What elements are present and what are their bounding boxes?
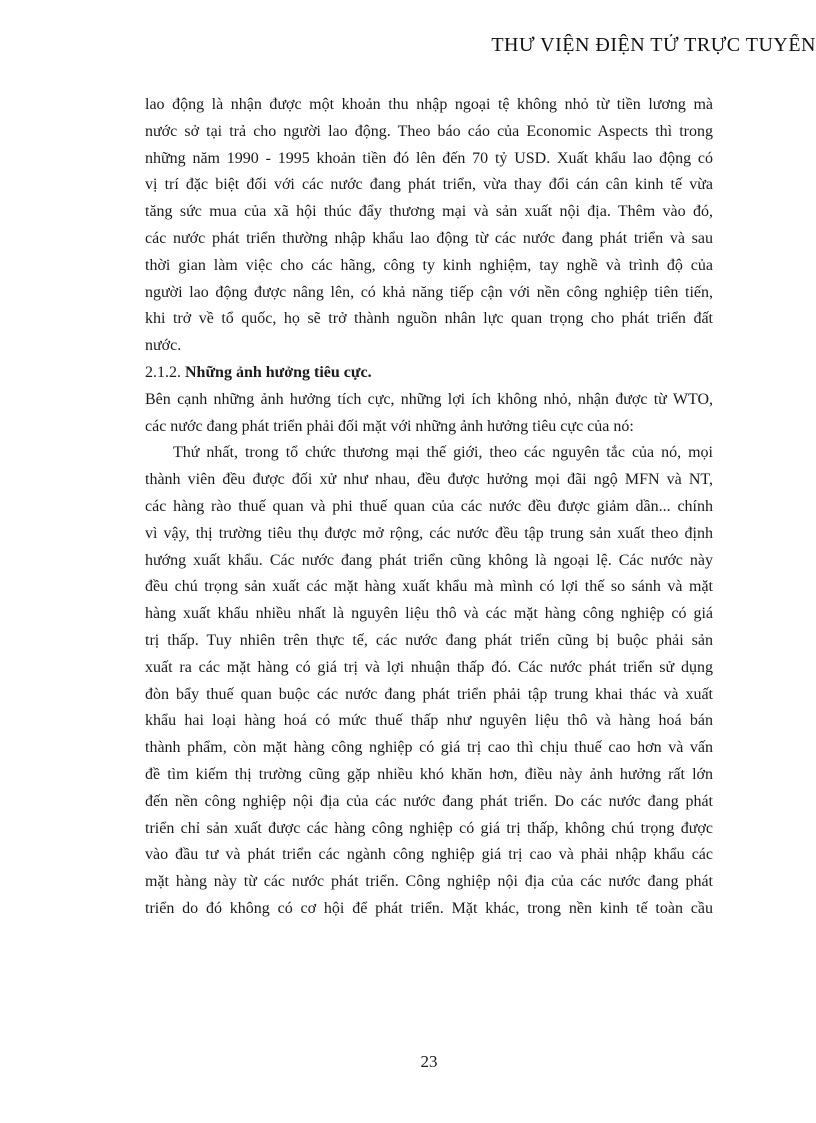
text-line: vào đầu tư và phát triển các ngành công nghiệp giá trị cao và phải nhập khẩu các	[145, 846, 713, 864]
text-line: vì vậy, thị trường tiêu thụ được mở rộng, các nước đều tập trung sản xuất theo định	[145, 524, 713, 542]
text-line: triển chỉ sản xuất được các hàng công nghiệp có giá trị thấp, không chú trọng được	[145, 819, 713, 837]
text-line: các nước phát triển thường nhập khẩu lao động từ các nước đang phát triển và sau	[145, 229, 713, 247]
text-line: các nước đang phát triển phải đối mặt với những ảnh hưởng tiêu cực của nó:	[145, 417, 634, 435]
section-heading	[145, 360, 713, 387]
paragraph-3	[145, 440, 713, 922]
section-title: Những ảnh hưởng tiêu cực.	[185, 363, 372, 381]
text-line: mặt hàng này từ các nước phát triển. Công nghiệp nội địa của các nước đang phát	[145, 873, 713, 891]
running-header: THƯ VIỆN ĐIỆN TỬ TRỰC TUYẾN	[491, 34, 816, 56]
text-line: khi trở về tổ quốc, họ sẽ trở thành nguồn nhân lực quan trọng cho phát triển đất	[145, 310, 713, 328]
text-line: vị trí đặc biệt đối với các nước đang phát triển, vừa thay đổi cán cân kinh tế vừa	[145, 176, 713, 194]
text-line: Thứ nhất, trong tổ chức thương mại thế giới, theo các nguyên tắc của nó, mọi	[173, 444, 713, 462]
text-line: nước.	[145, 337, 182, 355]
text-line: đề tìm kiếm thị trường cũng gặp nhiều khó khăn hơn, điều này ảnh hưởng rất lớn	[145, 765, 713, 783]
text-line: người lao động được nâng lên, có khả năng tiếp cận với nền công nghiệp tiên tiến,	[145, 283, 713, 301]
text-line: thành viên đều được đối xử như nhau, đều được hưởng mọi đãi ngộ MFN và NT,	[145, 471, 713, 489]
text-line: đến nền công nghiệp nội địa của các nước đang phát triển. Do các nước đang phát	[145, 792, 713, 810]
text-line: những năm 1990 - 1995 khoản tiền đó lên đến 70 tỷ USD. Xuất khẩu lao động có	[145, 149, 713, 167]
text-line: trị thấp. Tuy nhiên trên thực tế, các nước đang phát triển cũng bị buộc phải sản	[145, 631, 713, 649]
text-line: triển do đó không có cơ hội để phát triển. Mặt khác, trong nền kinh tế toàn cầu	[145, 899, 713, 917]
text-line: thời gian làm việc cho các hãng, công ty kinh nghiệm, tay nghề và trình độ của	[145, 256, 713, 274]
text-line: tăng sức mua của xã hội thúc đẩy thương mại và sản xuất nội địa. Thêm vào đó,	[145, 203, 713, 221]
text-line: lao động là nhận được một khoản thu nhập ngoại tệ không nhỏ từ tiền lương mà	[145, 96, 713, 113]
text-line: đều chú trọng sản xuất các mặt hàng xuất khẩu mà mình có lợi thế so sánh và mặt	[145, 578, 713, 596]
body-text	[145, 92, 713, 923]
paragraph-2	[145, 387, 713, 441]
text-line: xuất ra các mặt hàng có giá trị và lợi nhuận thấp đó. Các nước phát triển sử dụng	[145, 658, 713, 676]
text-line: khẩu hai loại hàng hoá có mức thuế thấp như nguyên liệu thô và hàng hoá bán	[145, 712, 713, 730]
text-line: nước sở tại trả cho người lao động. Theo báo cáo của Economic Aspects thì trong	[145, 122, 713, 140]
paragraph-1	[145, 92, 713, 360]
text-line: đòn bẩy thuế quan buộc các nước đang phát triển phải tập trung khai thác và xuất	[145, 685, 713, 703]
section-number: 2.1.2.	[145, 363, 181, 381]
text-line: các hàng rào thuế quan và phi thuế quan của các nước đều được giảm dần... chính	[145, 497, 713, 515]
page-number: 23	[420, 1052, 438, 1071]
text-line: Bên cạnh những ảnh hưởng tích cực, những lợi ích không nhỏ, nhận được từ WTO,	[145, 390, 713, 408]
text-line: hướng xuất khẩu. Các nước đang phát triển cũng không là ngoại lệ. Các nước này	[145, 551, 713, 569]
text-line: thành phẩm, còn mặt hàng công nghiệp có giá trị cao thì chịu thuế cao hơn và vấn	[145, 739, 713, 757]
text-line: hàng xuất khẩu nhiều nhất là nguyên liệu thô và các mặt hàng công nghiệp có giá	[145, 605, 713, 623]
